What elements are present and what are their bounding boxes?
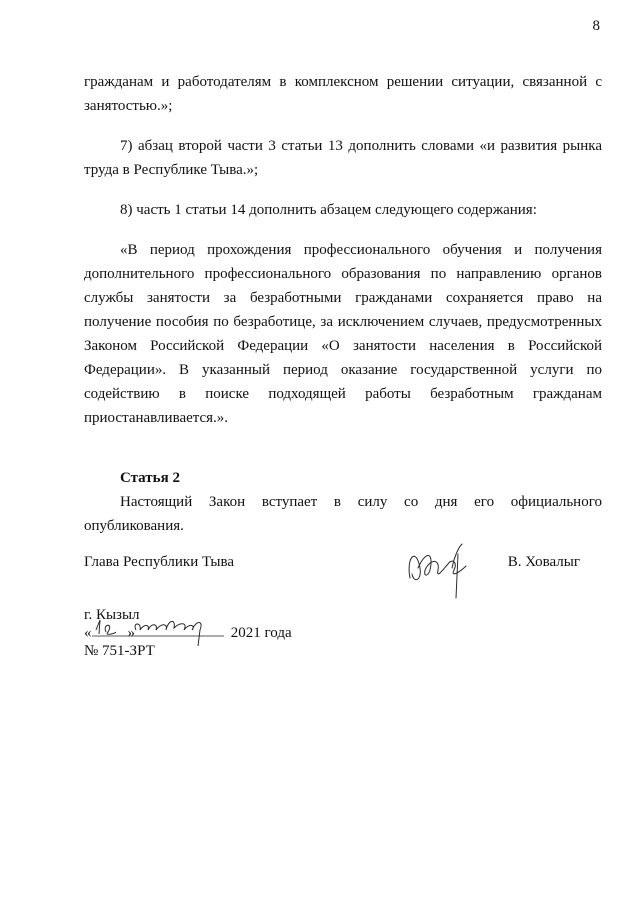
handwritten-signature [400, 538, 480, 602]
article-heading: Статья 2 [120, 470, 180, 486]
date-line [84, 624, 292, 642]
city-line: г. Кызыл [84, 607, 140, 623]
document-footer [84, 606, 292, 660]
page-number: 8 [592, 18, 600, 34]
date-close-quote: » [127, 625, 135, 641]
signature-block [84, 552, 602, 578]
date-open-quote: « [84, 625, 92, 641]
document-body [84, 70, 602, 538]
signatory-title: Глава Республики Тыва [84, 554, 235, 570]
date-year: 2021 года [230, 625, 292, 641]
law-number: № 751-ЗРТ [84, 643, 155, 659]
paragraph-quoted-insert: «В период прохождения профессионального обучения и получения дополнительного профессионального образования по направлению органов службы занятости за безработными гражданами сохраняется право на получение пособия по безработице, за исключением случаев, предусмотренных Законом Российской Федерации «О занятости населения в Российской Федерации». В указанный период оказание государственной услуги по содействию в поиске подходящей работы безработным гражданам приостанавливается.». [84, 242, 602, 426]
paragraph-item-7: 7) абзац второй части 3 статьи 13 дополнить словами «и развития рынка труда в Республике Тыва.»; [84, 138, 602, 178]
paragraph-item-8: 8) часть 1 статьи 14 дополнить абзацем следующего содержания: [120, 202, 537, 218]
article-text: Настоящий Закон вступает в силу со дня его официального опубликования. [84, 494, 602, 534]
handwritten-date [84, 616, 234, 656]
paragraph-continuation: гражданам и работодателям в комплексном решении ситуации, связанной с занятостью.»; [84, 74, 602, 114]
signatory-name: В. Ховалыг [507, 554, 580, 570]
